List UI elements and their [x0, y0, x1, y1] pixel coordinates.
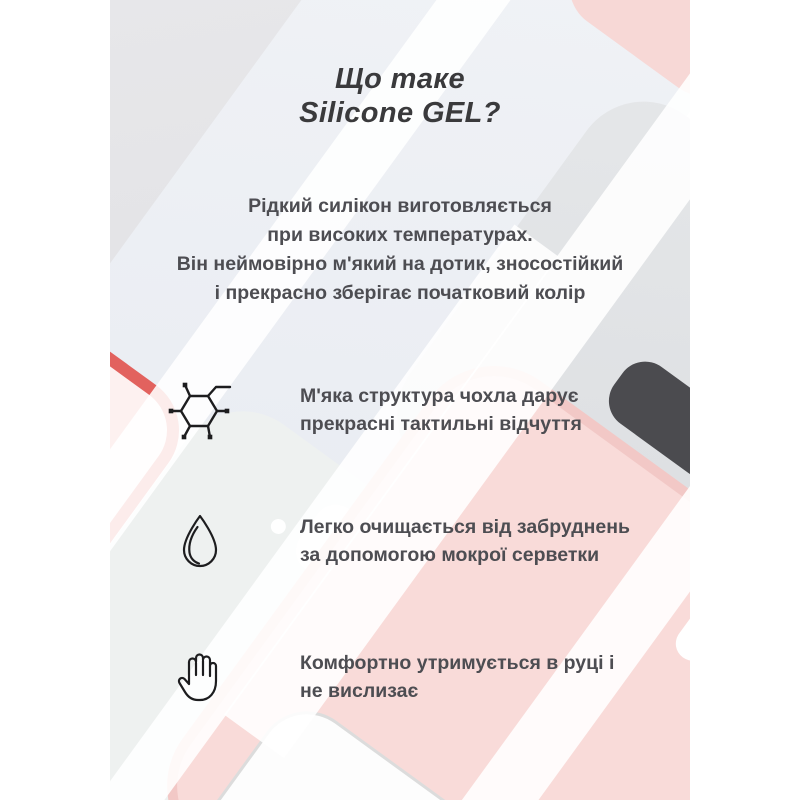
feature-line: прекрасні тактильні відчуття	[300, 413, 582, 435]
water-drop-icon	[177, 512, 223, 570]
feature-text	[300, 382, 582, 438]
feature-text	[300, 513, 630, 569]
intro-line: і прекрасно зберігає початковий колір	[214, 282, 586, 304]
hand-icon	[176, 648, 224, 706]
feature-comfort-grip	[160, 648, 690, 706]
feature-line: М'яка структура чохла дарує	[300, 385, 579, 407]
molecule-icon	[168, 377, 232, 443]
feature-icon-box	[160, 377, 240, 443]
feature-soft-structure	[160, 377, 690, 443]
intro-line: Він неймовірно м'який на дотик, зносостійкий	[176, 253, 624, 275]
feature-line: Комфортно утримується в руці і	[300, 652, 615, 674]
intro-paragraph	[0, 192, 800, 308]
intro-line: при високих температурах.	[267, 224, 533, 246]
feature-easy-clean	[160, 512, 690, 570]
feature-text	[300, 649, 614, 705]
feature-line: за допомогою мокрої серветки	[300, 544, 600, 566]
feature-line: не вислизає	[300, 680, 419, 702]
intro-line: Рідкий силікон виготовляється	[248, 195, 552, 217]
feature-icon-box	[160, 512, 240, 570]
page-title-line2: Silicone GEL?	[299, 97, 501, 129]
feature-icon-box	[160, 648, 240, 706]
page-title-line1: Що таке	[335, 63, 465, 95]
feature-line: Легко очищається від забруднень	[300, 516, 631, 538]
page-title	[0, 62, 800, 130]
